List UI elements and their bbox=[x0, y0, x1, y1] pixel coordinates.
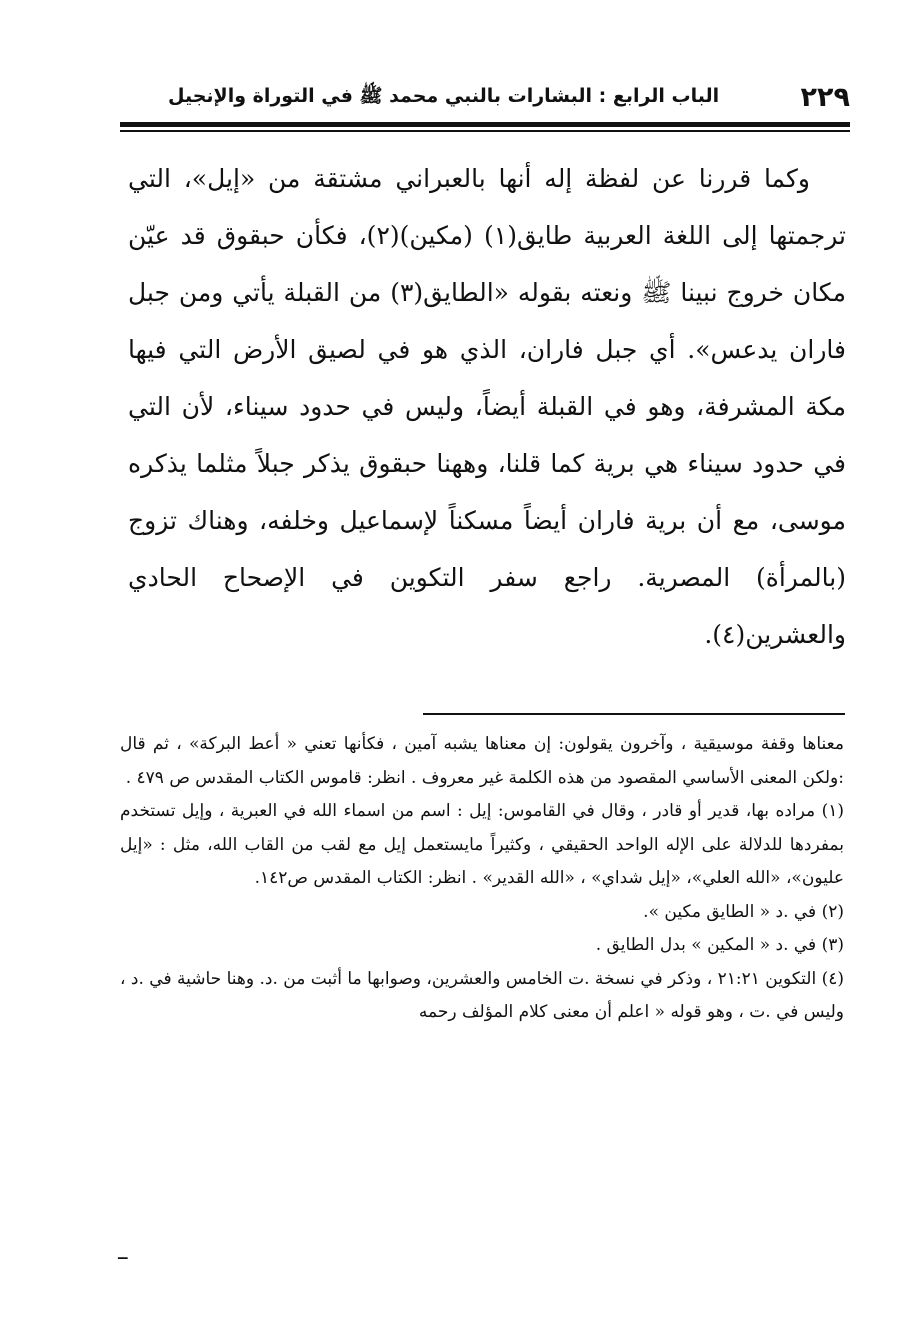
header-rule-thick bbox=[120, 122, 850, 127]
body-paragraph: وكما قررنا عن لفظة إله أنها بالعبراني مشتقة من «إيل»، التي ترجمتها إلى اللغة العربية طايق(١) (مكين)(٢)، فكأن حبقوق قد عيّن مكان خروج نبينا ﷺ ونعته بقوله «الطايق(٣) من القبلة يأتي ومن جبل فاران يدعس». أي جبل فاران، الذي هو في لصيق الأرض التي فيها مكة المشرفة، وهو في القبلة أيضاً، وليس في حدود سيناء، لأن التي في حدود سيناء هي برية كما قلنا، وههنا حبقوق يذكر جبلاً مثلما يذكره موسى، مع أن برية فاران أيضاً مسكناً لإسماعيل وخلفه، وهناك تزوج (بالمرأة) المصرية. راجع سفر التكوين في الإصحاح الحادي والعشرين(٤). bbox=[128, 164, 847, 649]
footnote-4: (٤) التكوين ٢١:٢١ ، وذكر في نسخة .ت الخامس والعشرين، وصوابها ما أثبت من .د. وهنا حاشية في .د ، وليس في .ت ، وهو قوله « اعلم أن معنى كلام المؤلف رحمه bbox=[120, 968, 844, 1022]
footnote-3: (٣) في .د « المكين » بدل الطايق . bbox=[595, 935, 844, 955]
header-rule-thin bbox=[120, 130, 850, 132]
continuation-mark: ــ bbox=[118, 1247, 128, 1263]
page-header bbox=[120, 78, 850, 118]
running-title: الباب الرابع : البشارات بالنبي محمد ﷺ في التوراة والإنجيل bbox=[168, 85, 720, 107]
footnote-continuation: معناها وقفة موسيقية ، وآخرون يقولون: إن معناها يشبه آمين ، فكأنها تعني « أعط البركة» ، ثم قال :ولكن المعنى الأساسي المقصود من هذه الكلمة غير معروف . انظر: قاموس الكتاب المقدس ص ٤٧٩ . bbox=[120, 734, 844, 788]
page-number: ٢٢٩ bbox=[800, 82, 850, 113]
main-body bbox=[128, 150, 846, 663]
footnote-1: (١) مراده بها، قدير أو قادر ، وقال في القاموس: إيل : اسم من اسماء الله في العبرية ، وإيل تستخدم بمفردها للدلالة على الإله الواحد الحقيقي ، وكثيراً مايستعمل إيل مع لقب من القاب الله، مثل : «إيل عليون»، «الله العلي»، «إيل شداي» ، «الله القدير» . انظر: الكتاب المقدس ص١٤٢. bbox=[120, 801, 844, 888]
footnote-separator bbox=[423, 713, 845, 715]
footnotes bbox=[120, 728, 844, 1030]
footnote-2: (٢) في .د « الطايق مكين ». bbox=[643, 901, 844, 922]
